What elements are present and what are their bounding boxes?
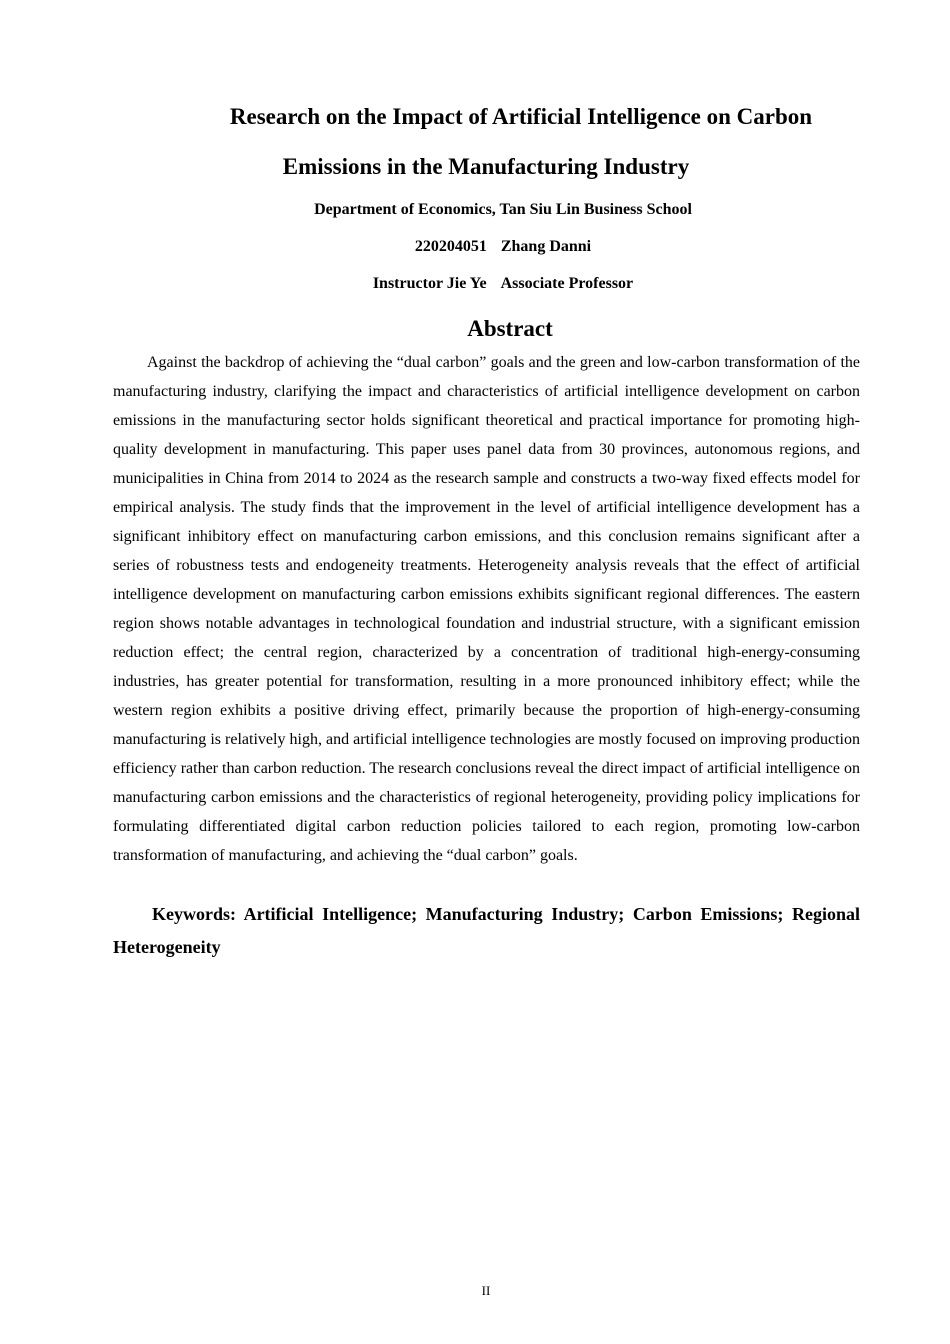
- keywords: Keywords: Artificial Intelligence; Manufacturing Industry; Carbon Emissions; Regional Heterogeneity: [113, 904, 860, 957]
- student-id: 220204051: [414, 238, 487, 255]
- abstract-text: Against the backdrop of achieving the “dual carbon” goals and the green and low-carbon transformation of the manufacturing industry, clarifying the impact and characteristics of artificial intelligence development on carbon emissions in the manufacturing sector holds significant theoretical and practical importance for promoting high-quality development in manufacturing. This paper uses panel data from 30 provinces, autonomous regions, and municipalities in China from 2014 to 2024 as the research sample and constructs a two-way fixed effects model for empirical analysis. The study finds that the improvement in the level of artificial intelligence development has a significant inhibitory effect on manufacturing carbon emissions, and this conclusion remains significant after a series of robustness tests and endogeneity treatments. Heterogeneity analysis reveals that the effect of artificial intelligence development on manufacturing carbon emissions exhibits significant regional differences. The eastern region shows notable advantages in technological foundation and industrial structure, with a significant emission reduction effect; the central region, characterized by a concentration of traditional high-energy-consuming industries, has greater potential for transformation, resulting in a more pronounced inhibitory effect; while the western region exhibits a positive driving effect, primarily because the proportion of high-energy-consuming manufacturing is relatively high, and artificial intelligence technologies are mostly focused on improving production efficiency rather than carbon reduction. The research conclusions reveal the direct impact of artificial intelligence on manufacturing carbon emissions and the characteristics of regional heterogeneity, providing policy implications for formulating differentiated digital carbon reduction policies tailored to each region, promoting low-carbon transformation of manufacturing, and achieving the “dual carbon” goals.: [113, 354, 860, 864]
- title-line-1: Research on the Impact of Artificial Intelligence on Carbon: [229, 104, 813, 129]
- instructor-title: Associate Professor: [500, 275, 634, 292]
- title-line-2: Emissions in the Manufacturing Industry: [282, 154, 690, 179]
- abstract-heading: Abstract: [467, 316, 553, 341]
- student-line: [112, 228, 894, 265]
- page-number: II: [481, 1283, 491, 1298]
- author-info: [112, 191, 894, 302]
- student-name: Zhang Danni: [500, 238, 592, 255]
- department: Department of Economics, Tan Siu Lin Business School: [314, 201, 692, 218]
- paper-title: [112, 92, 904, 192]
- instructor-name: Instructor Jie Ye: [372, 275, 487, 292]
- instructor-line: [112, 265, 894, 302]
